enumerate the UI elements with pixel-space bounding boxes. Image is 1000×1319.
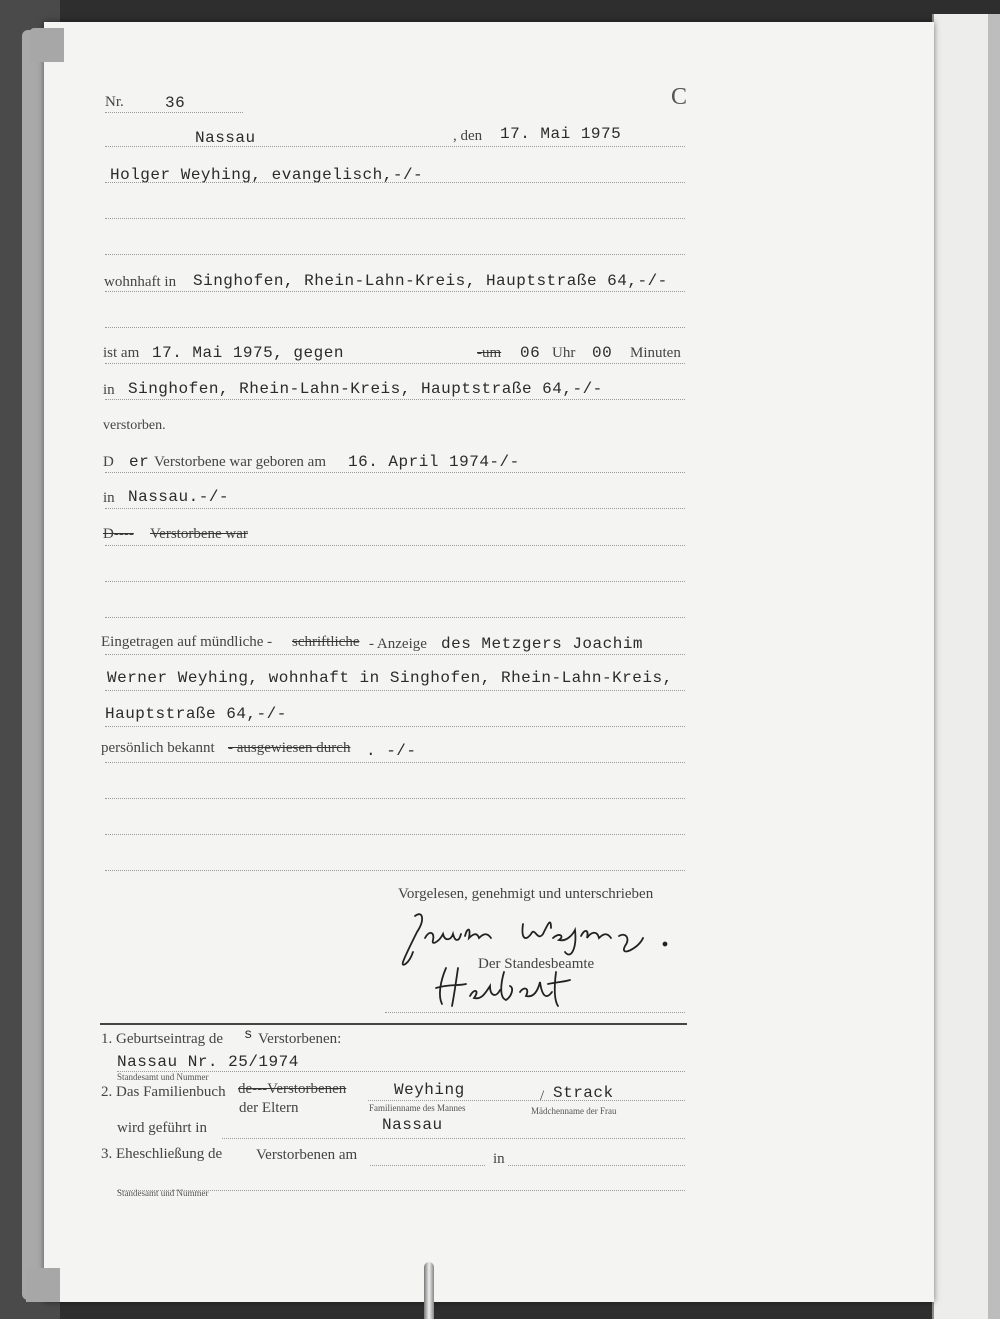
place-date-line bbox=[105, 146, 685, 147]
verstorben-label: verstorben. bbox=[103, 418, 166, 433]
registrar-label: Der Standesbeamte bbox=[478, 956, 595, 972]
kept-in-value: Nassau bbox=[382, 1116, 443, 1134]
birth-entry-value: Nassau Nr. 25/1974 bbox=[117, 1053, 299, 1071]
husband-surname: Weyhing bbox=[394, 1081, 465, 1099]
residence-label: wohnhaft in bbox=[104, 274, 177, 290]
death-date-line bbox=[105, 363, 685, 364]
registration-label-end: - Anzeige bbox=[369, 636, 427, 652]
known-line bbox=[105, 762, 685, 763]
informant-line-2-rule bbox=[105, 690, 685, 691]
kept-in-label: wird geführt in bbox=[117, 1120, 207, 1136]
residence-value: Singhofen, Rhein-Lahn-Kreis, Hauptstraße 64,-/- bbox=[193, 272, 668, 290]
death-place-line bbox=[105, 399, 685, 400]
residence-line bbox=[105, 291, 685, 292]
birth-entry-label-end: Verstorbenen: bbox=[258, 1031, 342, 1047]
known-label: persönlich bekannt bbox=[101, 740, 215, 756]
struck-verstorbene-war: Verstorbene war bbox=[150, 526, 248, 542]
birth-entry-caption: Standesamt und Nummer bbox=[117, 1072, 209, 1082]
birth-entry-label: 1. Geburtseintrag de bbox=[101, 1031, 224, 1047]
wife-caption: Mädchenname der Frau bbox=[531, 1106, 617, 1116]
known-suffix: . -/- bbox=[366, 742, 417, 760]
parents-label: der Eltern bbox=[239, 1100, 299, 1116]
husband-caption: Familienname des Mannes bbox=[369, 1103, 466, 1113]
registration-label-start: Eingetragen auf mündliche - bbox=[101, 634, 273, 650]
blank-line-4 bbox=[105, 581, 685, 582]
informant-line-2: Werner Weyhing, wohnhaft in Singhofen, Rhein-Lahn-Kreis, bbox=[107, 669, 673, 687]
struck-um: -um bbox=[477, 345, 502, 361]
registrar-line bbox=[385, 1012, 685, 1013]
register-letter: C bbox=[671, 84, 688, 110]
informant-line-3: Hauptstraße 64,-/- bbox=[105, 705, 287, 723]
death-place-label: in bbox=[103, 382, 115, 398]
blank-line-3 bbox=[105, 327, 685, 328]
surname-separator: / bbox=[540, 1088, 545, 1104]
entry-date: 17. Mai 1975 bbox=[500, 125, 622, 143]
nr-label: Nr. bbox=[105, 94, 124, 110]
page-corner-bottom-left bbox=[26, 1268, 60, 1302]
death-label: ist am bbox=[103, 345, 140, 361]
birth-place-line bbox=[105, 508, 685, 509]
blank-line-1 bbox=[105, 218, 685, 219]
family-book-label: 2. Das Familienbuch bbox=[101, 1084, 226, 1100]
minuten-label: Minuten bbox=[630, 345, 681, 361]
name-line bbox=[105, 182, 685, 183]
blank-line-6 bbox=[105, 798, 685, 799]
blank-line-7 bbox=[105, 834, 685, 835]
blank-line-8 bbox=[105, 870, 685, 871]
struck-schriftliche: schriftliche bbox=[292, 634, 360, 650]
entry-number: 36 bbox=[165, 94, 186, 112]
struck-ausgewiesen: - ausgewiesen durch bbox=[228, 740, 351, 756]
death-hour: 06 bbox=[520, 344, 541, 362]
marriage-mid-label: Verstorbenen am bbox=[256, 1147, 358, 1163]
kept-in-line bbox=[222, 1138, 685, 1139]
registrar-signature-image bbox=[430, 962, 580, 1010]
birth-label: Verstorbene war geboren am bbox=[154, 454, 327, 470]
birth-prefix-d: D bbox=[103, 454, 114, 470]
blank-line-2 bbox=[105, 254, 685, 255]
birth-place: Nassau.-/- bbox=[128, 488, 230, 506]
register-page bbox=[44, 22, 934, 1302]
informant-line-1-rule bbox=[105, 654, 685, 655]
nr-line bbox=[105, 112, 243, 113]
page-corner-top-left bbox=[30, 28, 64, 62]
family-names-line bbox=[368, 1100, 685, 1101]
entry-place: Nassau bbox=[195, 129, 256, 147]
death-minutes: 00 bbox=[592, 344, 613, 362]
pen-tip bbox=[424, 1262, 434, 1319]
marriage-in-label: in bbox=[493, 1151, 505, 1167]
birth-prefix-er: er bbox=[129, 453, 150, 471]
struck-d-prefix: D---- bbox=[103, 526, 134, 542]
facing-page-edge bbox=[988, 14, 1000, 1319]
death-place: Singhofen, Rhein-Lahn-Kreis, Hauptstraße 64,-/- bbox=[128, 380, 603, 398]
marriage-place-line bbox=[508, 1165, 685, 1166]
marriage-date-line bbox=[370, 1165, 485, 1166]
informant-line-3-rule bbox=[105, 726, 685, 727]
struck-line bbox=[105, 545, 685, 546]
marriage-caption: Standesamt und Nummer bbox=[117, 1188, 209, 1198]
read-approved-label: Vorgelesen, genehmigt und unterschrieben bbox=[398, 886, 654, 902]
birth-date-line bbox=[105, 472, 685, 473]
footer-rule bbox=[100, 1023, 687, 1025]
date-prefix: , den bbox=[453, 128, 483, 144]
informant-line-1: des Metzgers Joachim bbox=[441, 635, 644, 653]
marriage-label: 3. Eheschließung de bbox=[101, 1146, 223, 1162]
death-date: 17. Mai 1975, gegen bbox=[152, 344, 344, 362]
birth-place-label: in bbox=[103, 490, 115, 506]
blank-line-5 bbox=[105, 617, 685, 618]
uhr-label: Uhr bbox=[552, 345, 576, 361]
deceased-name: Holger Weyhing, evangelisch,-/- bbox=[110, 166, 424, 184]
birth-entry-suffix: s bbox=[244, 1027, 253, 1043]
struck-family-book: de---Verstorbenen bbox=[238, 1081, 347, 1097]
wife-maiden-name: Strack bbox=[553, 1084, 614, 1102]
birth-date: 16. April 1974-/- bbox=[348, 453, 520, 471]
